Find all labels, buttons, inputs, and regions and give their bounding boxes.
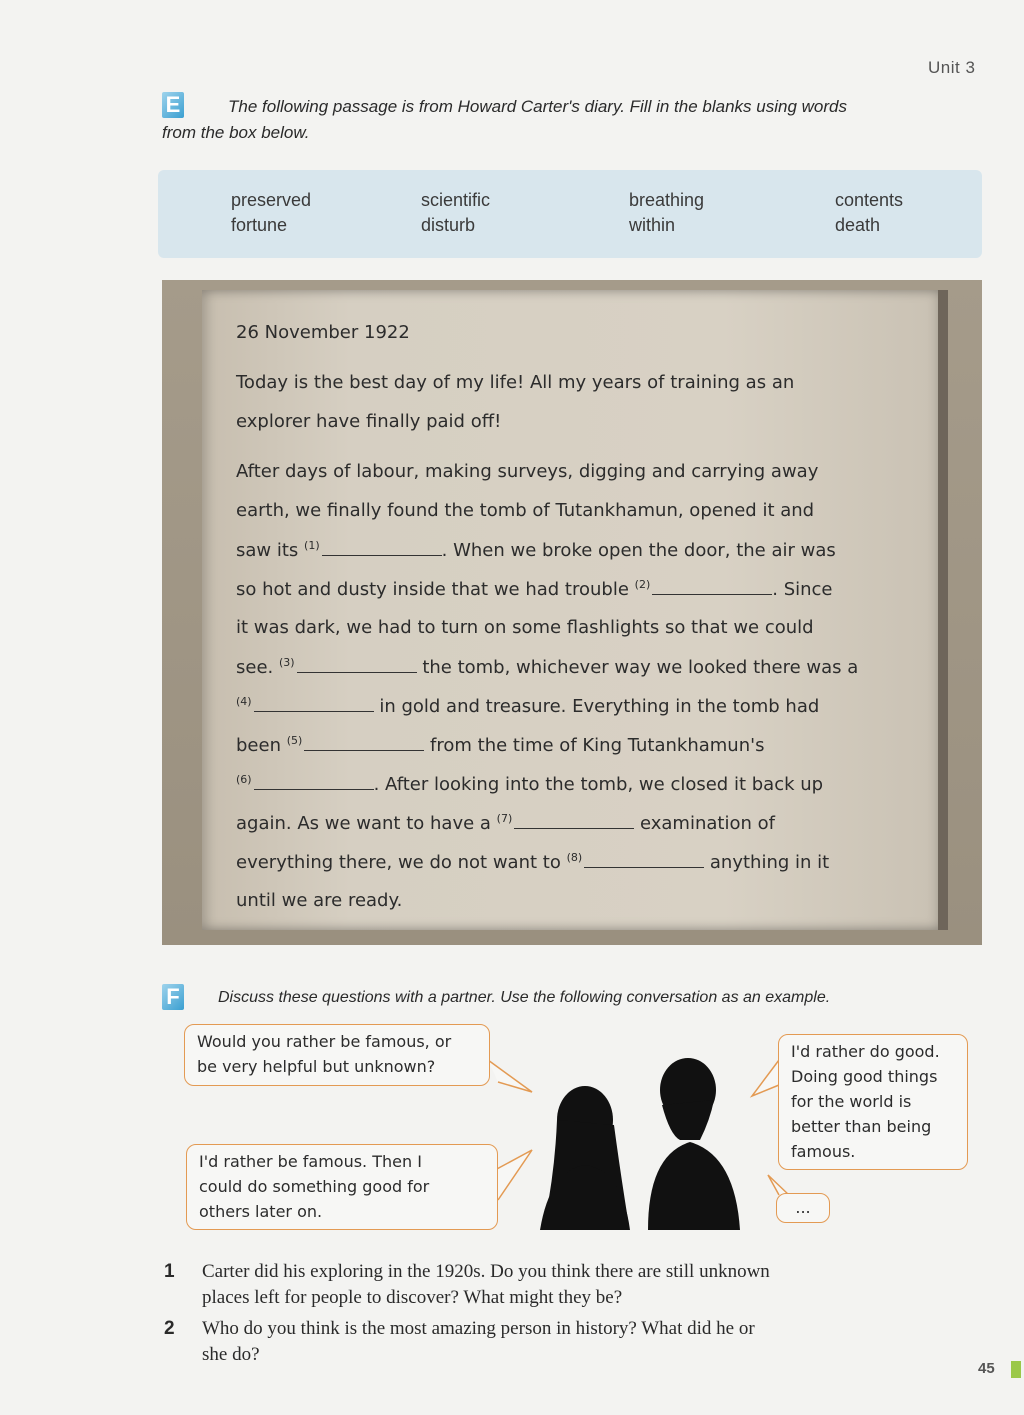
page-number: 45 [978,1360,995,1377]
bubble-text: be very helpful but unknown? [197,1057,436,1076]
question-number: 1 [164,1261,175,1282]
bubble-text: famous. [791,1142,856,1161]
diary-text: from the time of King Tutankhamun's [430,735,765,756]
section-f-instruction: Discuss these questions with a partner. Use the following conversation as an example. [218,989,831,1006]
question-text: Carter did his exploring in the 1920s. Do you think there are still unknown [202,1261,770,1282]
bubble-text: Would you rather be famous, or [197,1032,452,1051]
word-disturb: disturb [421,215,476,235]
blank-number-4: (4) [236,695,252,708]
blank-number-6: (6) [236,773,252,786]
bubble-text: ... [795,1198,811,1217]
diary-text: saw its [236,540,299,561]
word-scientific: scientific [421,190,491,210]
speech-bubble-ellipsis [776,1193,830,1223]
bubble-text: for the world is [791,1092,912,1111]
blank-number-5: (5) [286,734,303,747]
diary-text: . After looking into the tomb, we closed it back up [373,774,824,795]
section-f-badge: F [162,984,184,1010]
blank-number-8: (8) [566,851,583,864]
word-within: within [629,215,676,235]
bubble-text: better than being [791,1117,932,1136]
diary-line: it was dark, we had to turn on some flashlights so that we could [236,617,814,638]
diary-text: in gold and treasure. Everything in the tomb had [379,696,820,717]
diary-text: again. As we want to have a [236,813,491,834]
bubble-text: I'd rather be famous. Then I [199,1152,422,1171]
diary-text: . Since [772,579,833,600]
speech-bubble-boy-answer [778,1034,968,1170]
section-e-instruction-line1: The following passage is from Howard Carter's diary. Fill in the blanks using words [228,97,847,116]
word-breathing: breathing [629,190,705,210]
speech-bubble-girl-answer [186,1144,498,1230]
diary-date: 26 November 1922 [236,322,410,343]
question-number: 2 [164,1318,175,1339]
diary-text: so hot and dusty inside that we had trouble [236,579,629,600]
question-text: places left for people to discover? What might they be? [202,1287,623,1308]
diary-text: examination of [639,813,775,834]
question-text: she do? [202,1344,260,1365]
bubble-text: could do something good for [199,1177,430,1196]
bubble-text: others later on. [199,1202,323,1221]
bubble-text: Doing good things [791,1067,938,1086]
bubble-text: I'd rather do good. [791,1042,940,1061]
word-death: death [835,215,881,235]
diary-text: see. [236,657,274,678]
diary-line: earth, we finally found the tomb of Tutankhamun, opened it and [236,500,815,521]
diary-text: been [236,735,281,756]
speech-bubble-girl-question [184,1024,490,1086]
diary-text: the tomb, whichever way we looked there was a [422,657,859,678]
blank-number-7: (7) [496,812,513,825]
blank-number-3: (3) [278,656,295,669]
unit-label: Unit 3 [928,58,976,77]
diary-text: everything there, we do not want to [236,852,561,873]
word-preserved: preserved [231,190,312,210]
question-1 [164,1259,770,1311]
word-contents: contents [835,190,904,210]
diary-line: After days of labour, making surveys, digging and carrying away [236,461,819,482]
word-fortune: fortune [231,215,288,235]
section-e-instruction-line2: from the box below. [162,123,310,142]
section-e-badge: E [162,92,184,118]
blank-number-1: (1) [304,539,320,552]
question-2 [164,1316,755,1368]
diary-line: explorer have finally paid off! [236,411,502,432]
page-number-marker [1011,1361,1021,1378]
diary-line: Today is the best day of my life! All my years of training as an [236,372,795,393]
diary-line: until we are ready. [236,890,403,911]
diary-text: anything in it [709,852,830,873]
blank-number-2: (2) [634,578,651,591]
diary-text: . When we broke open the door, the air was [441,540,836,561]
question-text: Who do you think is the most amazing person in history? What did he or [202,1318,755,1339]
